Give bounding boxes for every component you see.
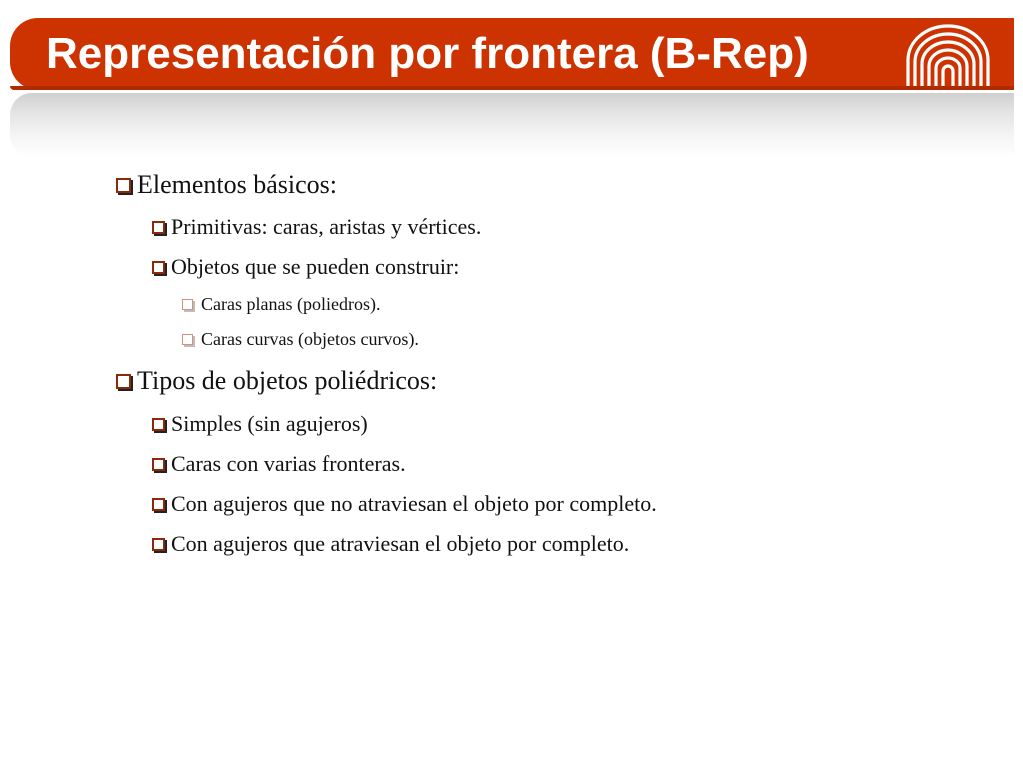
checkbox-bullet-icon bbox=[116, 374, 131, 389]
bullet-item bbox=[182, 329, 419, 350]
bullet-item bbox=[182, 294, 380, 315]
bullet-text: Con agujeros que atraviesan el objeto por completo. bbox=[171, 531, 630, 556]
checkbox-bullet-icon bbox=[152, 498, 165, 511]
slide-title: Representación por frontera (B-Rep) bbox=[46, 29, 809, 78]
checkbox-bullet-icon bbox=[182, 299, 193, 310]
bullet-text: Tipos de objetos poliédricos: bbox=[137, 366, 438, 395]
bullet-text: Elementos básicos: bbox=[137, 170, 338, 199]
bullet-text: Caras con varias fronteras. bbox=[171, 451, 406, 476]
bullet-text: Caras curvas (objetos curvos). bbox=[201, 329, 419, 349]
bullet-text: Caras planas (poliedros). bbox=[201, 294, 381, 314]
bullet-item bbox=[116, 366, 437, 396]
bullet-item bbox=[152, 531, 629, 557]
bullet-item bbox=[152, 254, 459, 280]
checkbox-bullet-icon bbox=[152, 458, 165, 471]
bullet-text: Simples (sin agujeros) bbox=[171, 411, 368, 436]
bullet-item bbox=[152, 491, 657, 517]
checkbox-bullet-icon bbox=[152, 221, 165, 234]
checkbox-bullet-icon bbox=[182, 334, 193, 345]
bullet-item bbox=[116, 170, 337, 200]
bullet-item bbox=[152, 411, 368, 437]
bullet-text: Primitivas: caras, aristas y vértices. bbox=[171, 214, 482, 239]
checkbox-bullet-icon bbox=[152, 418, 165, 431]
bullet-text: Con agujeros que no atraviesan el objeto por completo. bbox=[171, 491, 657, 516]
checkbox-bullet-icon bbox=[152, 261, 165, 274]
checkbox-bullet-icon bbox=[152, 538, 165, 551]
checkbox-bullet-icon bbox=[116, 178, 131, 193]
bullet-item bbox=[152, 214, 481, 240]
bullet-text: Objetos que se pueden construir: bbox=[171, 254, 460, 279]
bullet-item bbox=[152, 451, 406, 477]
